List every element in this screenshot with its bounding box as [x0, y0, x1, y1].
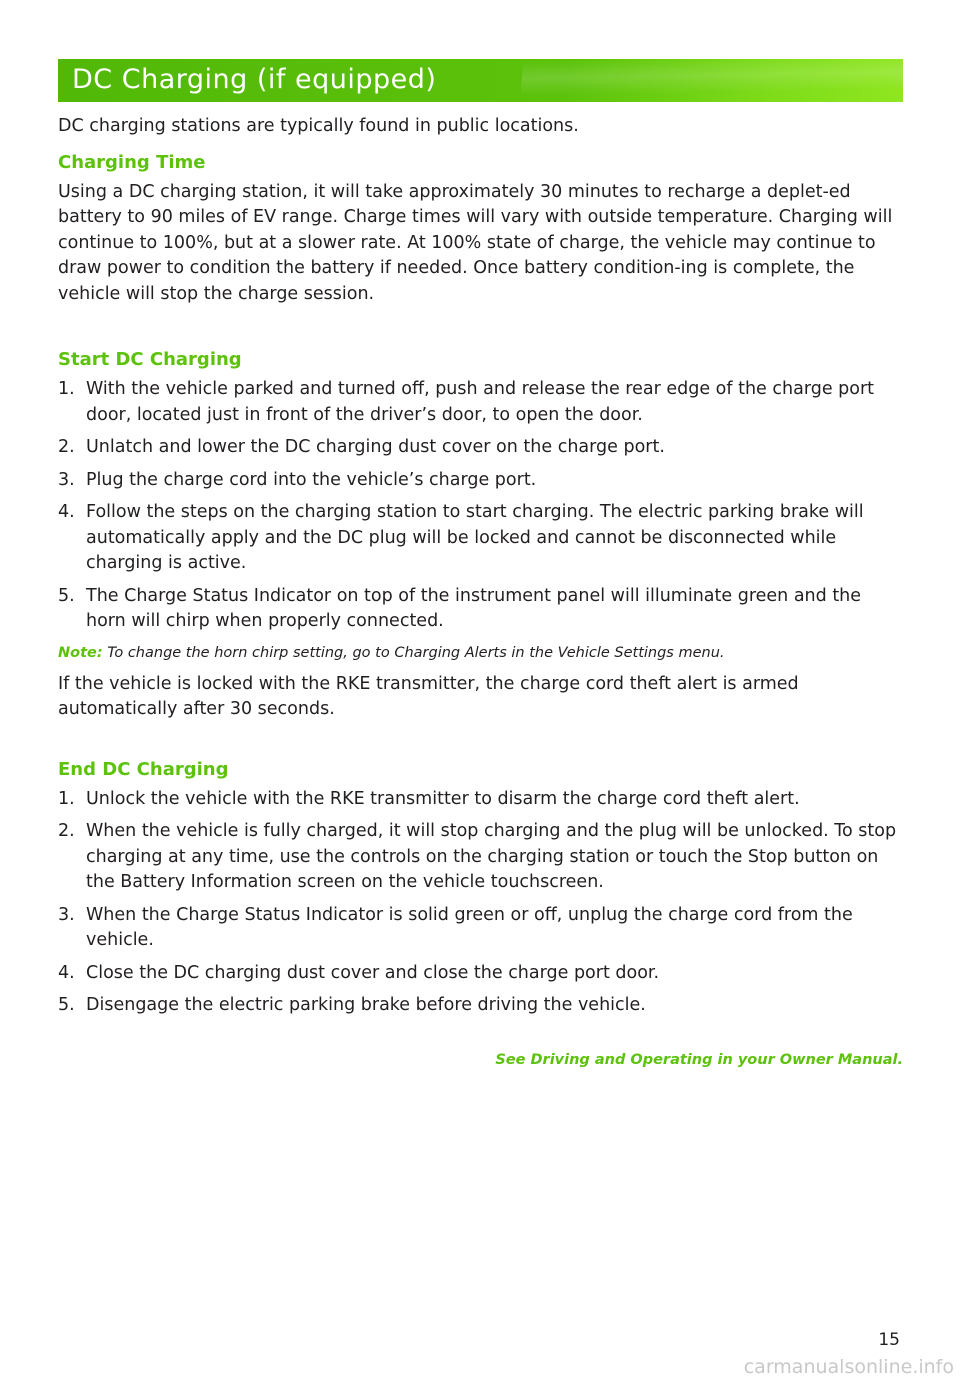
step-text: Unlock the vehicle with the RKE transmitter to disarm the charge cord theft alert.	[86, 788, 800, 809]
step-text: Disengage the electric parking brake before driving the vehicle.	[86, 995, 646, 1015]
charging-time-heading: Charging Time	[58, 151, 206, 173]
step-number: 4.	[58, 962, 75, 983]
step-number: 2.	[58, 437, 75, 457]
start-dc-charging-heading: Start DC Charging	[58, 349, 242, 370]
step-number: 3.	[58, 469, 75, 490]
step-number: 2.	[58, 821, 75, 841]
list-item	[58, 819, 903, 896]
charging-time-text: Using a DC charging station, it will take approximately 30 minutes to recharge a deplet-ed battery to 90 miles of EV range. Charge times will vary with outside temperature. Charging will continue to 100%, but at a slower rate. At 100% state of charge, the vehicle may continue to draw power to condition the battery if needed. Once battery condition-ing is complete, the vehicle will stop the charge session.	[58, 181, 893, 304]
theft-alert-text: If the vehicle is locked with the RKE transmitter, the charge cord theft alert is armed automatically after 30 seconds.	[58, 673, 799, 719]
page-number: 15	[878, 1330, 900, 1350]
owner-manual-reference: See Driving and Operating in your Owner Manual.	[495, 1052, 903, 1068]
list-item	[58, 903, 903, 954]
list-item	[58, 584, 903, 635]
list-item	[58, 787, 903, 813]
step-text: When the vehicle is fully charged, it will stop charging and the plug will be unlocked. To stop charging at any time, use the controls on the charging station or touch the Stop button on the Battery Information screen on the vehicle touchscreen.	[86, 821, 897, 892]
list-item	[58, 993, 903, 1019]
end-steps-list	[58, 787, 903, 1019]
note-label: Note:	[58, 644, 103, 661]
step-number: 3.	[58, 904, 75, 925]
list-item	[58, 468, 903, 494]
step-text: With the vehicle parked and turned off, push and release the rear edge of the charge port door, located just in front of the driver’s door, to open the door.	[86, 379, 875, 425]
step-text: Unlatch and lower the DC charging dust cover on the charge port.	[86, 437, 665, 457]
step-text: The Charge Status Indicator on top of the instrument panel will illuminate green and the horn will chirp when properly connected.	[86, 585, 862, 631]
step-number: 1.	[58, 379, 75, 399]
start-steps-list	[58, 377, 903, 635]
end-dc-charging-heading: End DC Charging	[58, 758, 229, 780]
step-number: 5.	[58, 995, 75, 1015]
list-item	[58, 435, 903, 461]
section-title: DC Charging (if equipped)	[72, 64, 437, 95]
step-number: 4.	[58, 502, 75, 522]
step-text: Plug the charge cord into the vehicle’s charge port.	[86, 469, 537, 490]
section-banner	[58, 59, 903, 102]
step-text: When the Charge Status Indicator is solid green or off, unplug the charge cord from the vehicle.	[86, 904, 853, 950]
watermark: carmanualsonline.info	[743, 1356, 954, 1378]
note	[58, 642, 903, 664]
note-text: To change the horn chirp setting, go to Charging Alerts in the Vehicle Settings menu.	[107, 644, 725, 661]
step-text: Follow the steps on the charging station to start charging. The electric parking brake will automatically apply and the DC plug will be locked and cannot be disconnected while charging is active.	[86, 502, 864, 573]
list-item	[58, 377, 903, 428]
intro-text: DC charging stations are typically found in public locations.	[58, 116, 579, 136]
step-number: 1.	[58, 788, 75, 809]
list-item	[58, 500, 903, 577]
step-text: Close the DC charging dust cover and close the charge port door.	[86, 962, 660, 983]
step-number: 5.	[58, 585, 75, 606]
page-content	[58, 114, 903, 1026]
list-item	[58, 961, 903, 987]
